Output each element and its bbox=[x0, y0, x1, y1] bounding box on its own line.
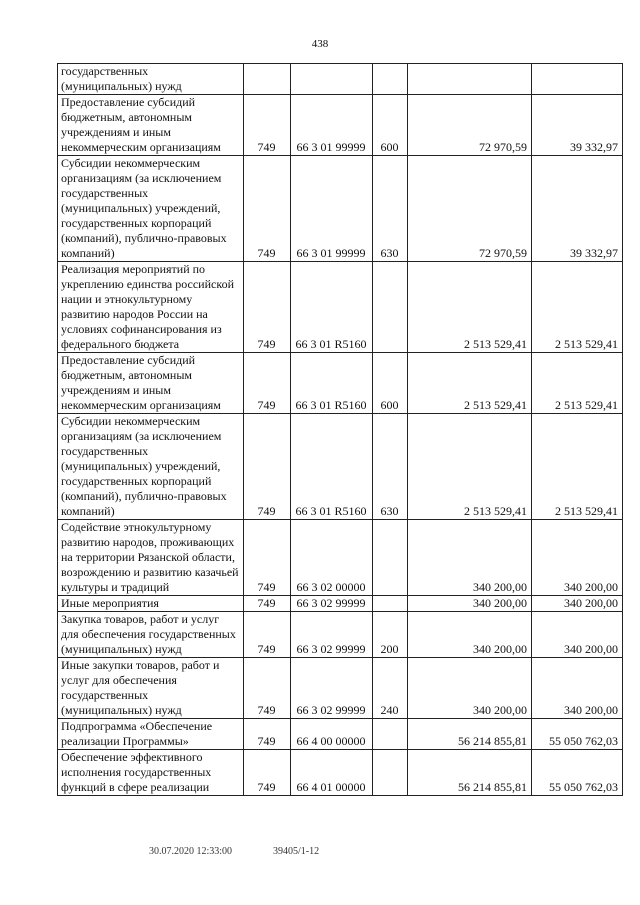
row-sum-2020: 2 513 529,41 bbox=[408, 353, 532, 414]
row-sum-2020: 56 214 855,81 bbox=[408, 719, 532, 750]
row-vr bbox=[373, 520, 408, 596]
row-vr: 600 bbox=[373, 353, 408, 414]
row-vr: 240 bbox=[373, 658, 408, 719]
row-sum-2021: 2 513 529,41 bbox=[532, 353, 623, 414]
row-ved: 749 bbox=[244, 596, 291, 612]
row-vr bbox=[373, 262, 408, 353]
row-sum-2020: 56 214 855,81 bbox=[408, 750, 532, 796]
row-csr bbox=[291, 64, 373, 95]
row-name: Содействие этнокультурному развитию народов, проживающих на территории Рязанской области, возрождению и развитию казачьей культуры и традиций bbox=[58, 520, 244, 596]
row-name: Подпрограмма «Обеспечение реализации Программы» bbox=[58, 719, 244, 750]
table-row bbox=[58, 262, 623, 353]
row-sum-2021: 2 513 529,41 bbox=[532, 262, 623, 353]
table-row bbox=[58, 353, 623, 414]
row-sum-2020: 340 200,00 bbox=[408, 612, 532, 658]
row-sum-2020: 2 513 529,41 bbox=[408, 414, 532, 520]
row-ved: 749 bbox=[244, 414, 291, 520]
row-csr: 66 3 02 99999 bbox=[291, 596, 373, 612]
row-sum-2021: 55 050 762,03 bbox=[532, 750, 623, 796]
row-sum-2021: 340 200,00 bbox=[532, 612, 623, 658]
row-sum-2021: 2 513 529,41 bbox=[532, 414, 623, 520]
row-sum-2020 bbox=[408, 64, 532, 95]
row-ved: 749 bbox=[244, 156, 291, 262]
row-name: Обеспечение эффективного исполнения государственных функций в сфере реализации bbox=[58, 750, 244, 796]
row-csr: 66 3 02 00000 bbox=[291, 520, 373, 596]
row-sum-2021: 55 050 762,03 bbox=[532, 719, 623, 750]
table-row bbox=[58, 596, 623, 612]
row-ved: 749 bbox=[244, 520, 291, 596]
row-vr: 630 bbox=[373, 414, 408, 520]
table-row bbox=[58, 414, 623, 520]
row-sum-2021: 340 200,00 bbox=[532, 520, 623, 596]
footer-timestamp: 30.07.2020 12:33:00 bbox=[149, 846, 233, 857]
row-csr: 66 3 02 99999 bbox=[291, 658, 373, 719]
row-sum-2020: 2 513 529,41 bbox=[408, 262, 532, 353]
row-name: Предоставление субсидий бюджетным, автономным учреждениям и иным некоммерческим организациям bbox=[58, 353, 244, 414]
row-vr: 630 bbox=[373, 156, 408, 262]
row-name: Предоставление субсидий бюджетным, автономным учреждениям и иным некоммерческим организациям bbox=[58, 95, 244, 156]
row-vr bbox=[373, 750, 408, 796]
row-csr: 66 3 02 99999 bbox=[291, 612, 373, 658]
row-vr bbox=[373, 719, 408, 750]
row-ved: 749 bbox=[244, 750, 291, 796]
row-ved: 749 bbox=[244, 719, 291, 750]
row-vr: 600 bbox=[373, 95, 408, 156]
row-ved bbox=[244, 64, 291, 95]
row-ved: 749 bbox=[244, 612, 291, 658]
row-sum-2020: 72 970,59 bbox=[408, 95, 532, 156]
row-vr bbox=[373, 596, 408, 612]
row-name: Субсидии некоммерческим организациям (за исключением государственных (муниципальных) учреждений, государственных корпораций (компаний), публично-правовых компаний) bbox=[58, 414, 244, 520]
row-sum-2020: 340 200,00 bbox=[408, 596, 532, 612]
row-sum-2020: 340 200,00 bbox=[408, 658, 532, 719]
page-number: 438 bbox=[311, 38, 329, 50]
table-row bbox=[58, 719, 623, 750]
row-name: Иные мероприятия bbox=[58, 596, 244, 612]
row-csr: 66 3 01 99999 bbox=[291, 156, 373, 262]
row-csr: 66 3 01 R5160 bbox=[291, 414, 373, 520]
table-row bbox=[58, 156, 623, 262]
table-row bbox=[58, 520, 623, 596]
row-ved: 749 bbox=[244, 262, 291, 353]
row-vr: 200 bbox=[373, 612, 408, 658]
row-name: Закупка товаров, работ и услуг для обеспечения государственных (муниципальных) нужд bbox=[58, 612, 244, 658]
row-vr bbox=[373, 64, 408, 95]
row-csr: 66 4 00 00000 bbox=[291, 719, 373, 750]
row-name: государственных (муниципальных) нужд bbox=[58, 64, 244, 95]
row-sum-2020: 72 970,59 bbox=[408, 156, 532, 262]
row-csr: 66 3 01 R5160 bbox=[291, 262, 373, 353]
budget-table bbox=[57, 63, 623, 796]
row-sum-2020: 340 200,00 bbox=[408, 520, 532, 596]
table-row bbox=[58, 95, 623, 156]
row-ved: 749 bbox=[244, 353, 291, 414]
row-sum-2021: 340 200,00 bbox=[532, 596, 623, 612]
row-ved: 749 bbox=[244, 95, 291, 156]
row-csr: 66 3 01 99999 bbox=[291, 95, 373, 156]
table-row bbox=[58, 750, 623, 796]
row-name: Иные закупки товаров, работ и услуг для обеспечения государственных (муниципальных) нужд bbox=[58, 658, 244, 719]
table-row bbox=[58, 612, 623, 658]
row-name: Реализация мероприятий по укреплению единства российской нации и этнокультурному развитию народов России на условиях софинансирования из федерального бюджета bbox=[58, 262, 244, 353]
row-csr: 66 4 01 00000 bbox=[291, 750, 373, 796]
row-sum-2021: 340 200,00 bbox=[532, 658, 623, 719]
row-sum-2021: 39 332,97 bbox=[532, 156, 623, 262]
row-ved: 749 bbox=[244, 658, 291, 719]
row-csr: 66 3 01 R5160 bbox=[291, 353, 373, 414]
table-row bbox=[58, 658, 623, 719]
row-name: Субсидии некоммерческим организациям (за исключением государственных (муниципальных) учреждений, государственных корпораций (компаний), публично-правовых компаний) bbox=[58, 156, 244, 262]
row-sum-2021: 39 332,97 bbox=[532, 95, 623, 156]
footer-document-code: 39405/1-12 bbox=[273, 846, 320, 857]
row-sum-2021 bbox=[532, 64, 623, 95]
table-row bbox=[58, 64, 623, 95]
